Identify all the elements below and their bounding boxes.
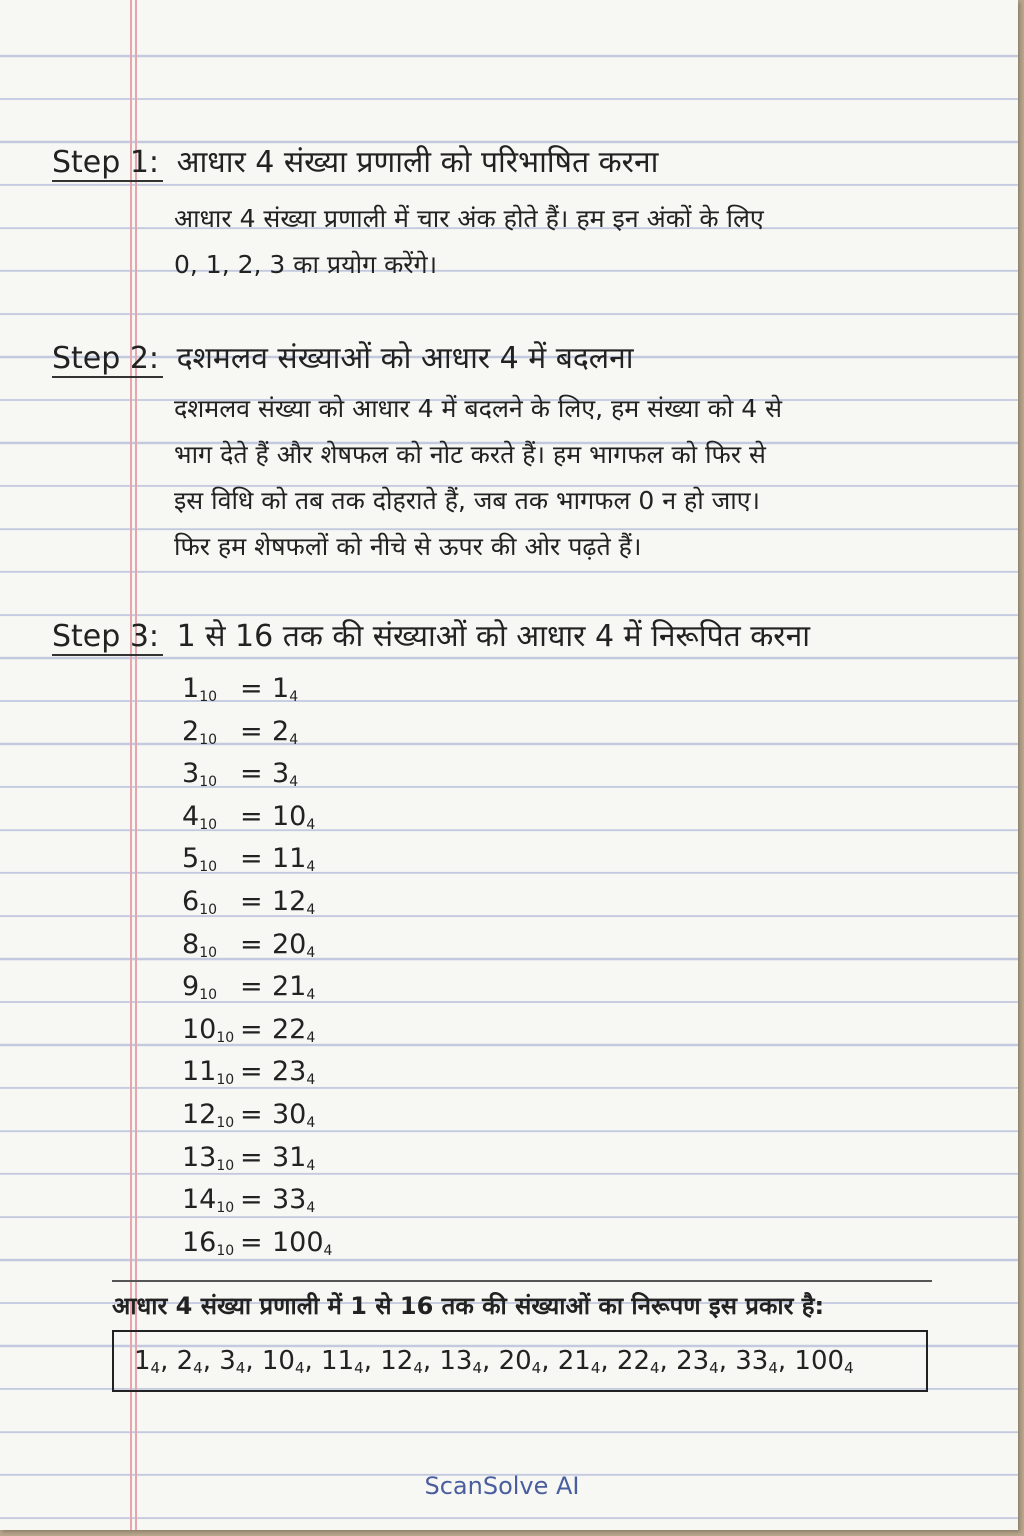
decimal-number: 1 — [182, 673, 200, 704]
decimal-number: 14 — [182, 1184, 217, 1216]
base-subscript: 4 — [306, 816, 316, 833]
separator: , — [777, 1346, 795, 1376]
equals-sign: = — [240, 885, 263, 917]
answer-item — [219, 1346, 245, 1377]
decimal-number: 13 — [182, 1141, 217, 1173]
base4-number: 30 — [272, 1098, 307, 1130]
separator: , — [718, 1346, 736, 1376]
separator: , — [363, 1346, 381, 1376]
equals-sign: = — [240, 843, 263, 875]
answer-number: 1 — [134, 1345, 151, 1376]
base4-number: 3 — [272, 758, 290, 790]
base-subscript: 10 — [216, 1114, 235, 1131]
answer-number: 2 — [176, 1345, 194, 1376]
base-subscript: 4 — [306, 1157, 316, 1174]
base-subscript: 10 — [199, 901, 218, 918]
separator: , — [659, 1346, 677, 1376]
base-subscript: 4 — [150, 1358, 161, 1377]
base-subscript: 4 — [531, 1358, 542, 1377]
answer-item — [558, 1346, 601, 1377]
base-subscript: 10 — [199, 731, 218, 748]
base-subscript: 4 — [354, 1358, 364, 1377]
step-label: Step 2: — [52, 341, 163, 378]
base4-number: 31 — [272, 1141, 307, 1173]
answer-item — [735, 1346, 778, 1377]
conversion-row — [182, 1179, 332, 1222]
conversion-row — [182, 711, 332, 754]
base-subscript: 4 — [306, 1072, 316, 1089]
step-title: आधार 4 संख्या प्रणाली को परिभाषित करना — [176, 145, 659, 180]
equals-sign: = — [240, 1013, 263, 1045]
base4-number: 11 — [272, 843, 307, 875]
conversion-row — [182, 1137, 332, 1180]
separator: , — [245, 1346, 262, 1376]
decimal-number: 6 — [182, 885, 200, 917]
step-2-text — [174, 386, 782, 570]
separator: , — [541, 1346, 558, 1376]
answer-item — [676, 1346, 719, 1377]
answer-box — [112, 1330, 928, 1392]
base4-number: 20 — [272, 928, 307, 960]
separator: , — [304, 1346, 322, 1376]
equals-sign: = — [240, 1184, 263, 1216]
base-subscript: 4 — [472, 1358, 483, 1377]
base4-number: 1 — [272, 673, 290, 704]
answer-item — [262, 1346, 305, 1377]
text-line: 0, 1, 2, 3 का प्रयोग करेंगे। — [174, 250, 438, 279]
equals-sign: = — [240, 1226, 263, 1258]
equals-sign: = — [240, 1056, 263, 1088]
base-subscript: 10 — [199, 689, 218, 705]
conversion-row — [182, 1094, 332, 1137]
base-subscript: 4 — [323, 1242, 333, 1259]
base4-value — [272, 971, 315, 1002]
base4-number: 22 — [272, 1013, 307, 1045]
answer-number: 20 — [498, 1345, 532, 1376]
base4-value — [272, 1184, 315, 1215]
text-line: इस विधि को तब तक दोहराते हैं, जब तक भागफल 0 न हो जाए। — [174, 486, 761, 515]
answer-number: 100 — [794, 1345, 845, 1376]
step-title: दशमलव संख्याओं को आधार 4 में बदलना — [176, 341, 634, 376]
base-subscript: 4 — [844, 1358, 854, 1377]
base-subscript: 4 — [590, 1358, 601, 1377]
step-label: Step 1: — [52, 145, 163, 182]
answer-number: 11 — [321, 1345, 355, 1376]
answer-item — [499, 1346, 542, 1377]
conversion-row — [182, 924, 332, 967]
conversion-row — [182, 966, 332, 1009]
conversion-row — [182, 753, 332, 796]
base-subscript: 10 — [216, 1029, 235, 1046]
footer-brand: ScanSolve AI — [424, 1472, 580, 1500]
base4-value — [272, 758, 298, 789]
summary-text: आधार 4 संख्या प्रणाली में 1 से 16 तक की संख्याओं का निरूपण इस प्रकार है: — [112, 1292, 825, 1320]
equals-sign: = — [240, 800, 263, 832]
equals-sign: = — [240, 928, 263, 960]
conversion-row — [182, 1009, 332, 1052]
base-subscript: 4 — [306, 1029, 316, 1046]
decimal-number: 16 — [182, 1226, 217, 1258]
conversion-row — [182, 1051, 332, 1094]
answer-number: 3 — [219, 1345, 236, 1376]
equals-sign: = — [240, 1098, 263, 1130]
base4-value — [272, 1142, 315, 1173]
base4-number: 100 — [272, 1226, 324, 1258]
base-subscript: 10 — [199, 944, 218, 961]
equals-sign: = — [240, 673, 263, 704]
base4-value — [272, 843, 315, 874]
base-subscript: 4 — [235, 1358, 246, 1377]
base-subscript: 10 — [199, 816, 218, 833]
base4-number: 23 — [272, 1056, 307, 1088]
step-2-heading — [52, 336, 634, 378]
base-subscript: 4 — [306, 859, 316, 876]
base-subscript: 4 — [289, 774, 299, 791]
decimal-number: 4 — [182, 800, 200, 832]
decimal-number: 2 — [182, 715, 200, 747]
base-subscript: 4 — [306, 1200, 316, 1217]
separator: , — [600, 1346, 617, 1376]
decimal-number: 10 — [182, 1013, 217, 1045]
step-1-heading — [52, 140, 658, 182]
step-label: Step 3: — [52, 619, 163, 656]
base4-number: 10 — [272, 800, 307, 832]
decimal-number: 8 — [182, 928, 200, 960]
decimal-number: 12 — [182, 1098, 217, 1130]
step-1-text — [174, 196, 764, 288]
base-subscript: 10 — [216, 1200, 235, 1217]
base4-value — [272, 673, 298, 704]
base-subscript: 4 — [413, 1358, 423, 1377]
base-subscript: 10 — [199, 859, 218, 876]
answer-item — [177, 1346, 203, 1377]
answer-item — [439, 1346, 482, 1377]
base-subscript: 10 — [199, 987, 218, 1004]
base4-value — [272, 1056, 315, 1087]
base4-number: 33 — [272, 1184, 307, 1216]
base4-number: 21 — [272, 971, 307, 1003]
conversion-row — [182, 838, 332, 881]
answer-number: 23 — [676, 1345, 710, 1376]
text-line: दशमलव संख्या को आधार 4 में बदलने के लिए, हम संख्या को 4 से — [174, 394, 783, 423]
base4-value — [272, 1014, 315, 1045]
conversion-row — [182, 796, 332, 839]
equals-sign: = — [240, 1141, 263, 1173]
separator: , — [422, 1346, 440, 1376]
base-subscript: 10 — [216, 1242, 235, 1259]
conversion-row — [182, 668, 332, 711]
answer-item — [321, 1346, 364, 1377]
decimal-number: 9 — [182, 971, 200, 1003]
base-subscript: 4 — [650, 1358, 660, 1377]
decimal-number: 5 — [182, 843, 200, 875]
base-subscript: 10 — [199, 774, 218, 791]
base-subscript: 4 — [306, 1114, 316, 1131]
base-subscript: 4 — [306, 987, 316, 1004]
decimal-number: 3 — [182, 758, 200, 790]
base4-value — [272, 1099, 315, 1130]
base-subscript: 4 — [289, 689, 299, 705]
base4-value — [272, 801, 315, 832]
base4-value — [272, 886, 315, 917]
base-subscript: 10 — [216, 1157, 235, 1174]
answer-item — [794, 1346, 853, 1377]
base-subscript: 4 — [709, 1358, 719, 1377]
answer-number: 22 — [616, 1345, 650, 1376]
answer-item — [380, 1346, 423, 1377]
answer-number: 33 — [735, 1345, 769, 1376]
decimal-value — [182, 1222, 240, 1273]
equals-sign: = — [240, 758, 263, 790]
text-line: आधार 4 संख्या प्रणाली में चार अंक होते हैं। हम इन अंकों के लिए — [174, 204, 764, 233]
base-subscript: 4 — [289, 731, 299, 748]
conversion-row — [182, 1222, 332, 1265]
base4-value — [272, 1227, 332, 1258]
base4-value — [272, 716, 298, 747]
conversion-row — [182, 881, 332, 924]
text-line: फिर हम शेषफलों को नीचे से ऊपर की ओर पढ़ते हैं। — [174, 532, 642, 561]
answer-number: 13 — [439, 1345, 473, 1376]
separator: , — [482, 1346, 499, 1376]
separator: , — [160, 1346, 177, 1376]
base-subscript: 4 — [294, 1358, 305, 1377]
base-subscript: 4 — [306, 944, 316, 961]
answer-item — [617, 1346, 660, 1377]
equals-sign: = — [240, 971, 263, 1003]
answer-item — [134, 1346, 160, 1377]
answer-number: 10 — [261, 1345, 295, 1376]
base4-value — [272, 929, 315, 960]
base-subscript: 4 — [768, 1358, 778, 1377]
answer-number: 21 — [557, 1345, 591, 1376]
separator: , — [202, 1346, 220, 1376]
step-3-heading — [52, 614, 810, 656]
decimal-number: 11 — [182, 1056, 217, 1088]
answer-number: 12 — [380, 1345, 414, 1376]
base4-number: 12 — [272, 885, 307, 917]
text-line: भाग देते हैं और शेषफल को नोट करते हैं। हम भागफल को फिर से — [174, 440, 766, 469]
base-subscript: 10 — [216, 1072, 235, 1089]
step-title: 1 से 16 तक की संख्याओं को आधार 4 में निरूपित करना — [176, 619, 810, 654]
base-subscript: 4 — [193, 1358, 203, 1377]
equals-sign: = — [240, 715, 263, 747]
divider — [112, 1280, 932, 1282]
base4-number: 2 — [272, 715, 290, 747]
conversion-list — [182, 668, 332, 1264]
base-subscript: 4 — [306, 901, 316, 918]
